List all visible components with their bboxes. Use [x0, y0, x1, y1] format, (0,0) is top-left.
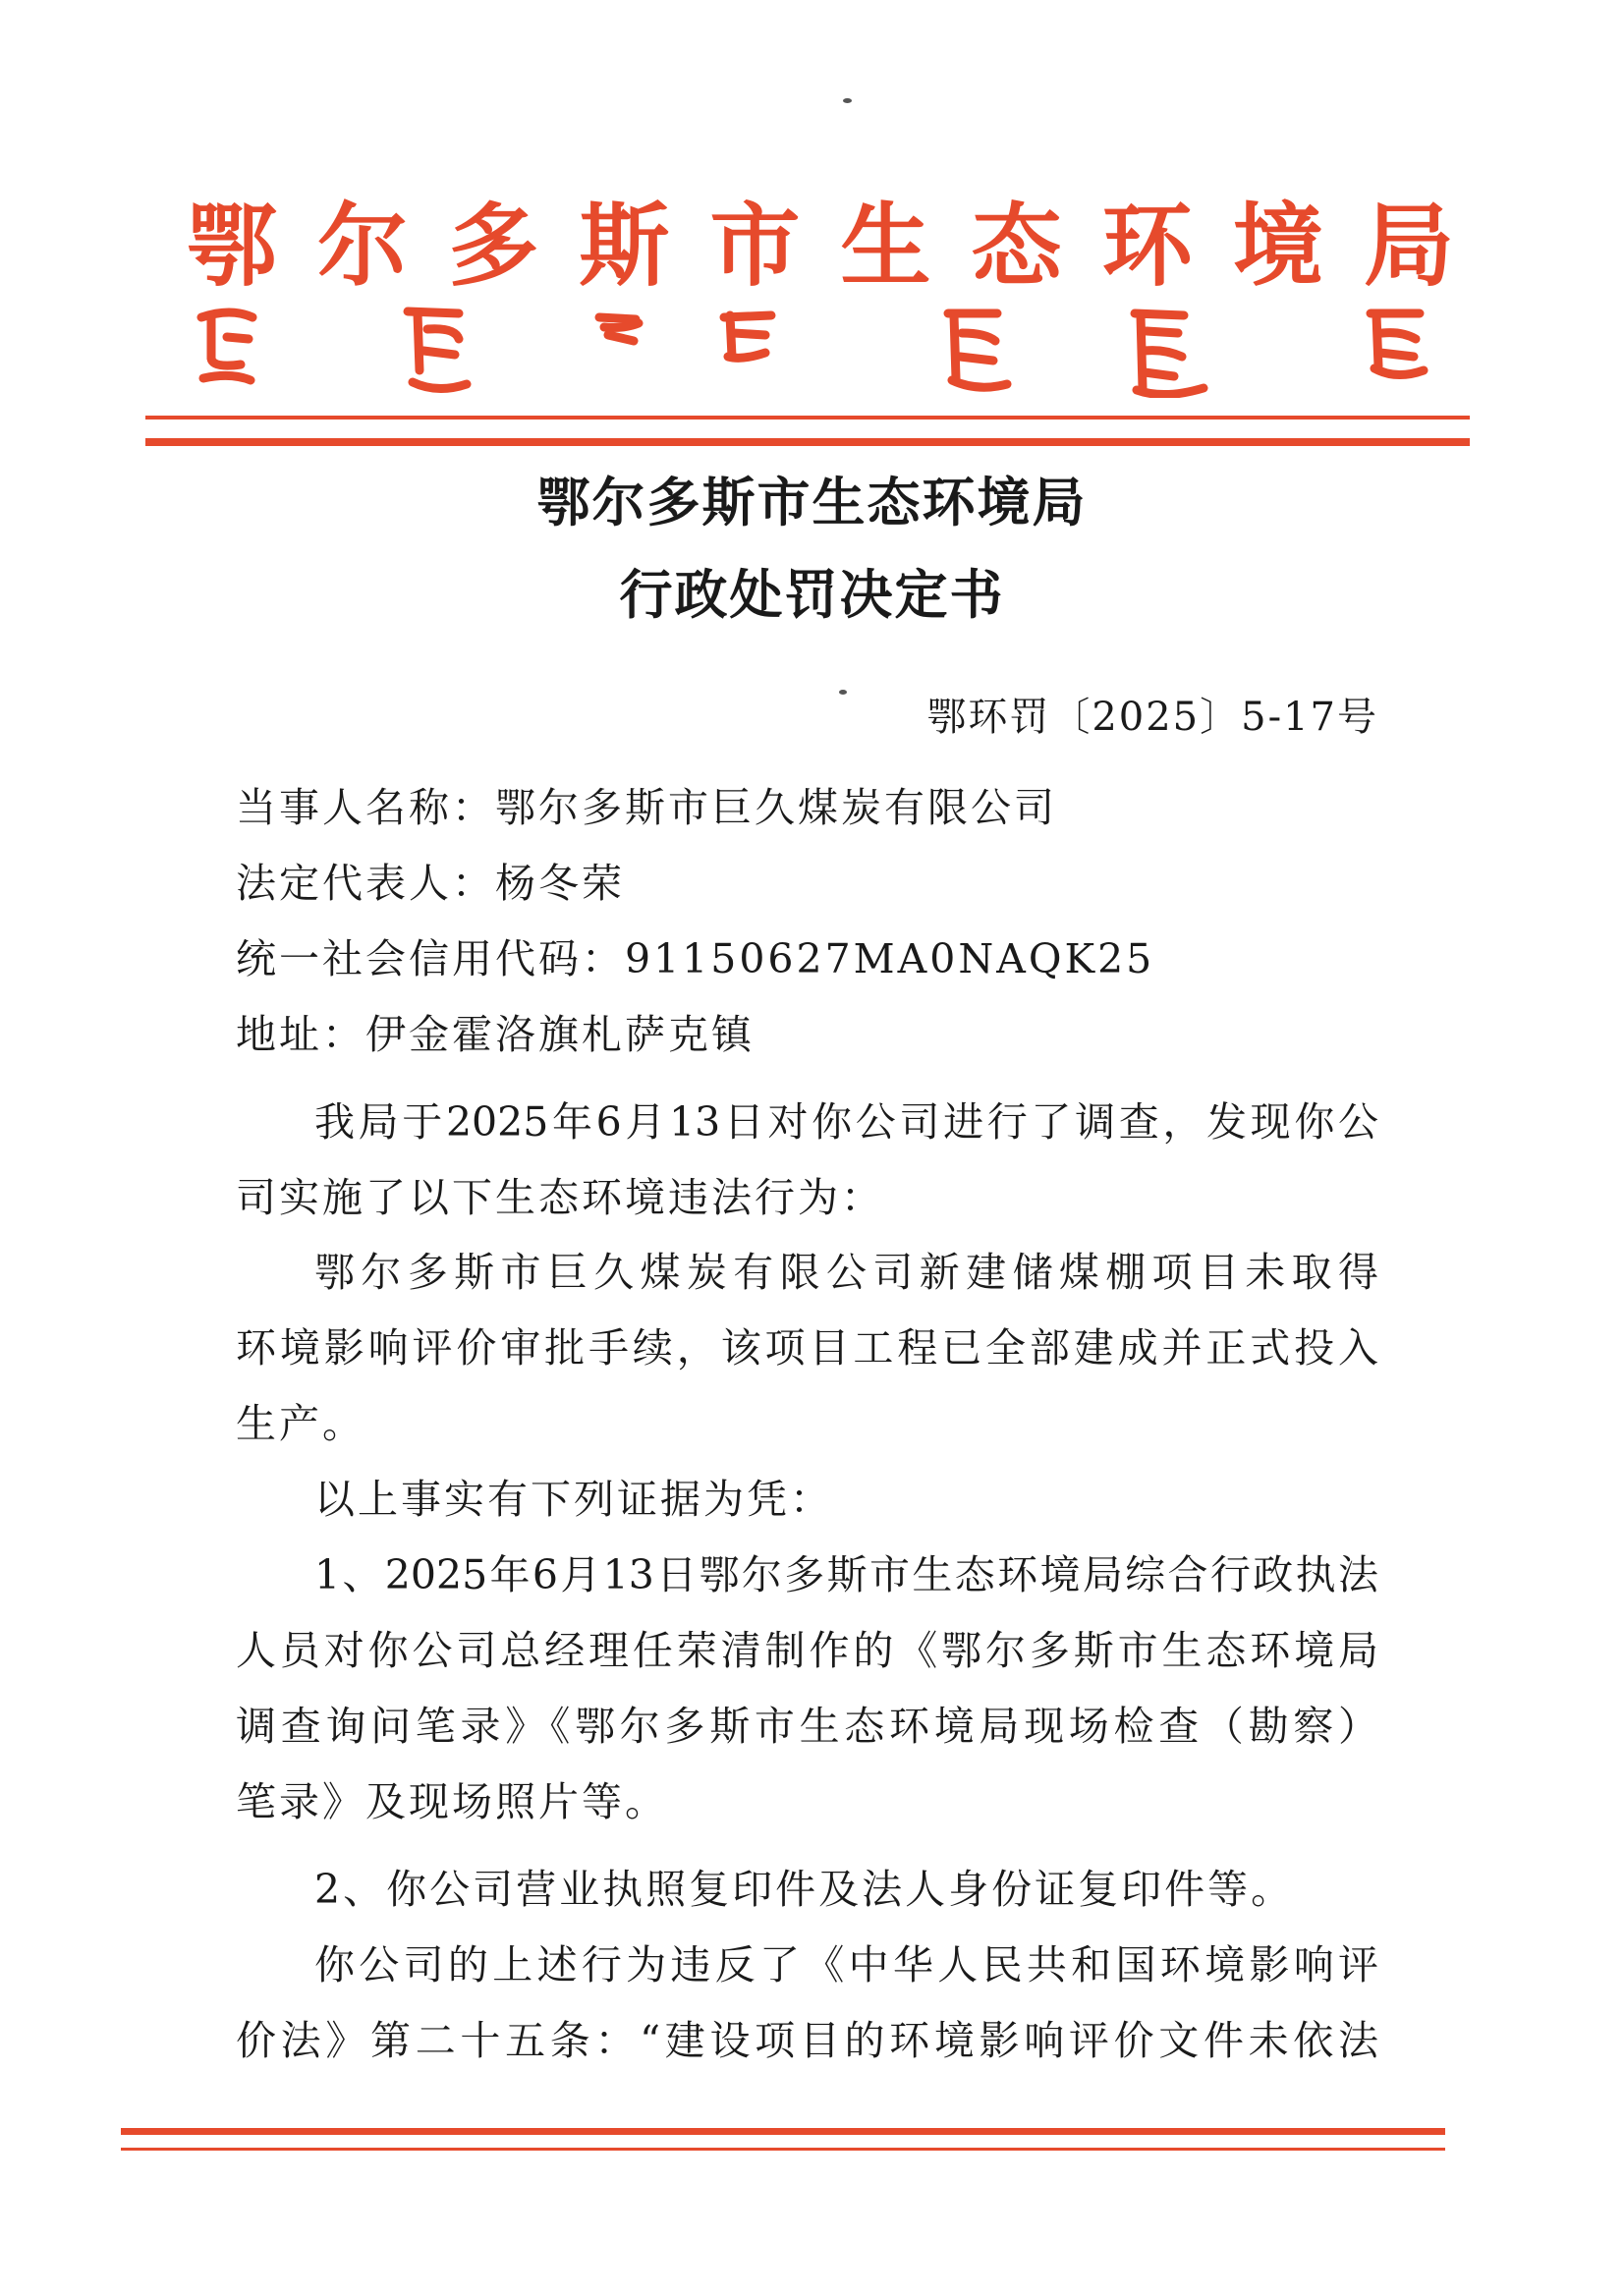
paragraph-line: 价法》第二十五条：“建设项目的环境影响评价文件未依法 — [236, 2017, 1378, 2064]
paragraph-line: 2、你公司营业执照复印件及法人身份证复印件等。 — [314, 1866, 1295, 1913]
party-name: 当事人名称：鄂尔多斯市巨久煤炭有限公司 — [236, 784, 1057, 831]
document-number: 鄂环罚〔2025〕5-17号 — [926, 695, 1378, 740]
letterhead-char: 多 — [448, 193, 539, 299]
paragraph-line: 笔录》及现场照片等。 — [236, 1778, 668, 1825]
letterhead-rule-thin — [145, 416, 1470, 420]
paragraph-line: 环境影响评价审批手续，该项目工程已全部建成并正式投入 — [236, 1324, 1378, 1372]
party-address: 地址：伊金霍洛旗札萨克镇 — [236, 1011, 755, 1058]
letterhead-mongolian-script — [192, 300, 1449, 398]
scan-speck — [839, 690, 847, 695]
letterhead-char: 鄂 — [187, 193, 278, 299]
letterhead-rule-thick — [145, 438, 1470, 446]
paragraph-line: 人员对你公司总经理任荣清制作的《鄂尔多斯市生态环境局 — [236, 1627, 1378, 1674]
paragraph-line: 以上事实有下列证据为凭： — [314, 1476, 833, 1523]
footer-rule-thin — [121, 2148, 1445, 2151]
letterhead-char: 境 — [1232, 193, 1323, 299]
scan-speck — [843, 98, 852, 103]
paragraph-line: 1、2025年6月13日鄂尔多斯市生态环境局综合行政执法 — [314, 1551, 1378, 1598]
letterhead-char: 斯 — [579, 193, 670, 299]
paragraph-line: 你公司的上述行为违反了《中华人民共和国环境影响评 — [314, 1941, 1378, 1988]
paragraph-line: 鄂尔多斯市巨久煤炭有限公司新建储煤棚项目未取得 — [314, 1249, 1378, 1296]
document-title-line2: 行政处罚决定书 — [619, 563, 1005, 626]
letterhead-char: 市 — [709, 193, 801, 299]
paragraph-line: 生产。 — [236, 1400, 365, 1447]
letterhead-char: 局 — [1363, 193, 1454, 299]
letterhead-char: 态 — [971, 193, 1062, 299]
party-credit-code: 统一社会信用代码：91150627MA0NAQK25 — [236, 935, 1155, 982]
footer-rule-thick — [121, 2128, 1445, 2135]
letterhead-char: 尔 — [317, 193, 409, 299]
paragraph-line: 我局于2025年6月13日对你公司进行了调查，发现你公 — [314, 1098, 1378, 1146]
paragraph-line: 调查询问笔录》《鄂尔多斯市生态环境局现场检查（勘察） — [236, 1703, 1378, 1750]
paragraph-line: 司实施了以下生态环境违法行为： — [236, 1174, 884, 1221]
document-title-line1: 鄂尔多斯市生态环境局 — [536, 471, 1088, 533]
letterhead-agency-name — [187, 192, 1454, 300]
letterhead-char: 环 — [1101, 193, 1193, 299]
letterhead-char: 生 — [840, 193, 931, 299]
party-legal-representative: 法定代表人：杨冬荣 — [236, 860, 625, 907]
